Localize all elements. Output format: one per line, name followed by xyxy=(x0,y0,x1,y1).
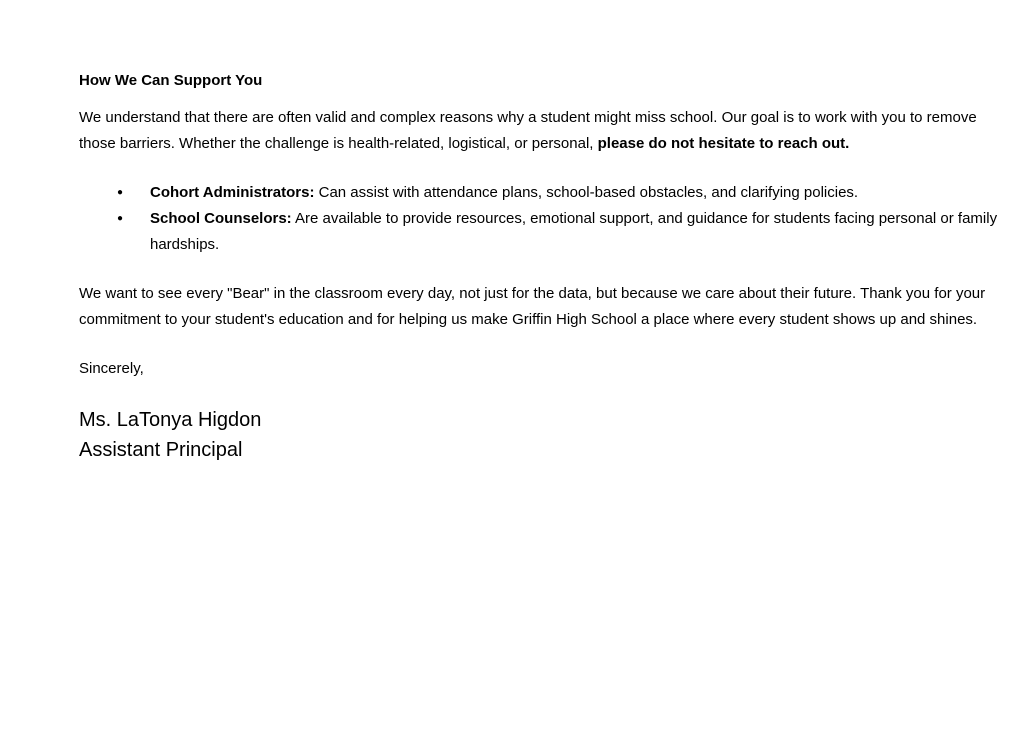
list-item-text: Can assist with attendance plans, school-based obstacles, and clarifying policies. xyxy=(314,184,859,201)
signature-block xyxy=(79,405,1002,465)
signature-name: Ms. LaTonya Higdon xyxy=(79,409,262,431)
list-item-text: Are available to provide resources, emotional support, and guidance for students facing personal or family hardships. xyxy=(150,210,998,253)
signature-title: Assistant Principal xyxy=(79,439,243,461)
bullet-icon: ● xyxy=(117,187,124,198)
list-item-label: Cohort Administrators: xyxy=(150,184,315,201)
support-contacts-list xyxy=(79,180,1002,258)
bullet-icon: ● xyxy=(117,213,124,224)
paragraph-closing-message: We want to see every "Bear" in the classroom every day, not just for the data, but because we care about their future. Thank you for your commitment to your student's education and for helping us make Griffin High School a place where every student shows up and shines. xyxy=(79,285,986,328)
closing-salutation: Sincerely, xyxy=(79,360,144,377)
list-item-school-counselors xyxy=(79,206,1002,258)
paragraph-support-intro xyxy=(79,105,1002,157)
section-heading: How We Can Support You xyxy=(79,72,263,89)
list-item-cohort-administrators xyxy=(79,180,1002,206)
paragraph-support-intro-bold: please do not hesitate to reach out. xyxy=(597,135,850,152)
paragraph-support-intro-text: We understand that there are often valid and complex reasons why a student might miss school. Our goal is to work with you to remove those barriers. Whether the challenge is health-related, logistical, or personal, xyxy=(79,109,977,152)
letter-content xyxy=(79,72,1002,465)
list-item-label: School Counselors: xyxy=(150,210,292,227)
